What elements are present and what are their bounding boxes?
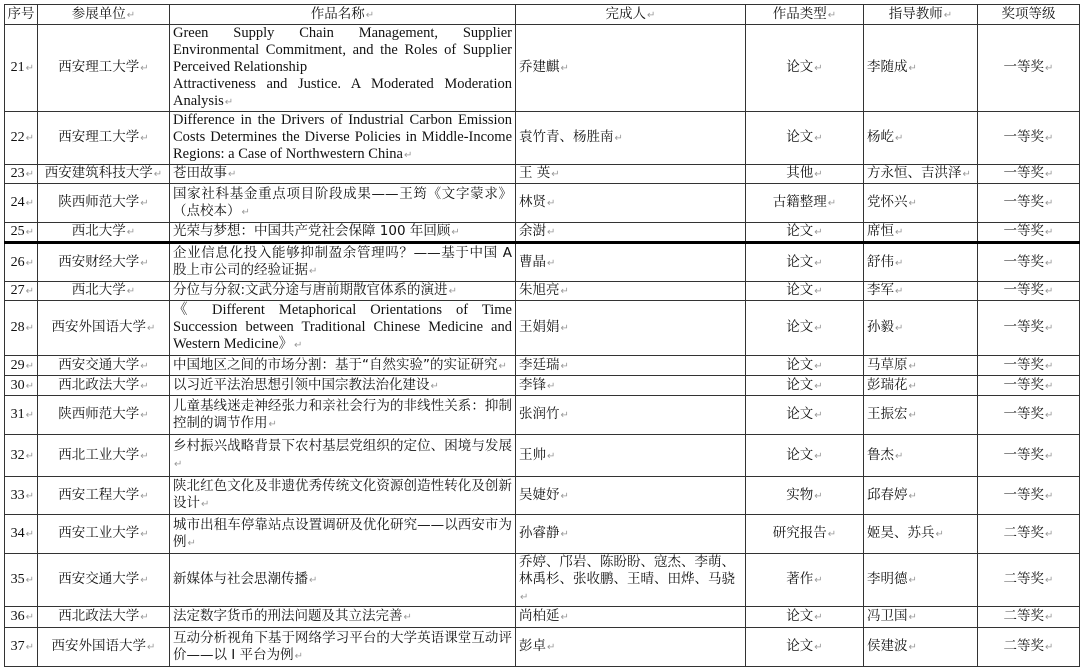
row-number: 30 ↵ [5, 376, 38, 396]
advisor: 方永恒、吉洪泽 ↵ [864, 165, 978, 184]
exhibiting-unit: 陕西师范大学 ↵ [38, 396, 170, 435]
header-row [5, 5, 1080, 25]
exhibiting-unit: 西北政法大学 ↵ [38, 607, 170, 628]
row-number: 31 ↵ [5, 396, 38, 435]
exhibiting-unit: 西北工业大学 ↵ [38, 435, 170, 477]
advisor: 马草原 ↵ [864, 356, 978, 376]
award-level: 一等奖 ↵ [978, 223, 1080, 243]
work-title: 城市出租车停靠站点设置调研及优化研究——以西安市为例 ↵ [170, 515, 516, 554]
row-number: 29 ↵ [5, 356, 38, 376]
row-number: 22 ↵ [5, 112, 38, 165]
authors: 李锋 ↵ [516, 376, 746, 396]
header-authors: 完成人 ↵ [516, 5, 746, 25]
table-row [5, 628, 1080, 667]
exhibiting-unit: 西安财经大学 ↵ [38, 243, 170, 282]
work-title: 以习近平法治思想引领中国宗教法治化建设 ↵ [170, 376, 516, 396]
authors: 李廷瑞 ↵ [516, 356, 746, 376]
table-row [5, 515, 1080, 554]
exhibiting-unit: 西安建筑科技大学 ↵ [38, 165, 170, 184]
work-title: 法定数字货币的刑法问题及其立法完善 ↵ [170, 607, 516, 628]
authors: 王娟娟 ↵ [516, 301, 746, 356]
advisor: 孙毅 ↵ [864, 301, 978, 356]
work-type: 论文 ↵ [746, 356, 864, 376]
table-row [5, 112, 1080, 165]
work-type: 论文 ↵ [746, 628, 864, 667]
table-row [5, 607, 1080, 628]
exhibiting-unit: 西安外国语大学 ↵ [38, 628, 170, 667]
work-type: 论文 ↵ [746, 435, 864, 477]
authors: 尚柏延 ↵ [516, 607, 746, 628]
work-title: 互动分析视角下基于网络学习平台的大学英语课堂互动评价——以 I 平台为例 ↵ [170, 628, 516, 667]
award-level: 二等奖 ↵ [978, 554, 1080, 607]
work-type: 著作 ↵ [746, 554, 864, 607]
advisor: 彭瑞花 ↵ [864, 376, 978, 396]
award-level: 一等奖 ↵ [978, 165, 1080, 184]
row-number: 34 ↵ [5, 515, 38, 554]
advisor: 王振宏 ↵ [864, 396, 978, 435]
row-number: 37 ↵ [5, 628, 38, 667]
work-title: 儿童基线迷走神经张力和亲社会行为的非线性关系：抑制控制的调节作用 ↵ [170, 396, 516, 435]
table-row [5, 356, 1080, 376]
exhibiting-unit: 西北大学 ↵ [38, 282, 170, 301]
award-level: 一等奖 ↵ [978, 356, 1080, 376]
award-level: 一等奖 ↵ [978, 25, 1080, 112]
award-level: 二等奖 ↵ [978, 628, 1080, 667]
table-row [5, 301, 1080, 356]
work-title: 陕北红色文化及非遗优秀传统文化资源创造性转化及创新设计 ↵ [170, 477, 516, 515]
work-title: 乡村振兴战略背景下农村基层党组织的定位、困境与发展 ↵ [170, 435, 516, 477]
work-title: 苍田故事 ↵ [170, 165, 516, 184]
table-row [5, 165, 1080, 184]
header-unit: 参展单位 ↵ [38, 5, 170, 25]
row-number: 27 ↵ [5, 282, 38, 301]
advisor: 姬昊、苏兵 ↵ [864, 515, 978, 554]
header-award: 奖项等级 [978, 5, 1080, 25]
authors: 林贤 ↵ [516, 184, 746, 223]
table-row [5, 396, 1080, 435]
table-row [5, 282, 1080, 301]
exhibiting-unit: 西安工业大学 ↵ [38, 515, 170, 554]
work-title: 《 Different Metaphorical Orientations of Time Succession between Traditional Chinese Medicine and Western Medicine》 ↵ [170, 301, 516, 356]
work-title: 分位与分叙:文武分途与唐前期散官体系的演进 ↵ [170, 282, 516, 301]
authors: 王帅 ↵ [516, 435, 746, 477]
exhibiting-unit: 西北大学 ↵ [38, 223, 170, 243]
authors: 袁竹青、杨胜南 ↵ [516, 112, 746, 165]
row-number: 33 ↵ [5, 477, 38, 515]
row-number: 35 ↵ [5, 554, 38, 607]
award-level: 一等奖 ↵ [978, 376, 1080, 396]
table-row [5, 25, 1080, 112]
authors: 吴婕妤 ↵ [516, 477, 746, 515]
exhibiting-unit: 西安外国语大学 ↵ [38, 301, 170, 356]
work-type: 论文 ↵ [746, 25, 864, 112]
row-number: 21 ↵ [5, 25, 38, 112]
work-title: 国家社科基金重点项目阶段成果——王筠《文字蒙求》（点校本） ↵ [170, 184, 516, 223]
work-title: Difference in the Drivers of Industrial Carbon Emission Costs Determines the Diverse Policies in Middle-Income Regions: a Case of Northwestern China ↵ [170, 112, 516, 165]
work-type: 论文 ↵ [746, 301, 864, 356]
advisor: 侯建波 ↵ [864, 628, 978, 667]
table-body [5, 25, 1080, 667]
header-no: 序号 [5, 5, 38, 25]
award-level: 一等奖 ↵ [978, 435, 1080, 477]
work-type: 论文 ↵ [746, 396, 864, 435]
table-row [5, 243, 1080, 282]
work-title: 企业信息化投入能够抑制盈余管理吗？——基于中国 A 股上市公司的经验证据 ↵ [170, 243, 516, 282]
authors: 曹晶 ↵ [516, 243, 746, 282]
authors: 乔婷、邝岩、陈盼盼、寇杰、李萌、林禹杉、张收鹏、王晴、田烨、马骁 ↵ [516, 554, 746, 607]
exhibiting-unit: 西安理工大学 ↵ [38, 112, 170, 165]
authors: 余澍 ↵ [516, 223, 746, 243]
authors: 张润竹 ↵ [516, 396, 746, 435]
table-row [5, 554, 1080, 607]
work-type: 论文 ↵ [746, 607, 864, 628]
authors: 朱旭亮 ↵ [516, 282, 746, 301]
row-number: 26 ↵ [5, 243, 38, 282]
row-number: 25 ↵ [5, 223, 38, 243]
work-type: 研究报告 ↵ [746, 515, 864, 554]
award-level: 一等奖 ↵ [978, 243, 1080, 282]
advisor: 李明德 ↵ [864, 554, 978, 607]
table-row [5, 184, 1080, 223]
header-title: 作品名称 ↵ [170, 5, 516, 25]
authors: 王 英 ↵ [516, 165, 746, 184]
work-type: 论文 ↵ [746, 112, 864, 165]
award-level: 一等奖 ↵ [978, 112, 1080, 165]
authors: 彭卓 ↵ [516, 628, 746, 667]
award-level: 一等奖 ↵ [978, 477, 1080, 515]
work-type: 论文 ↵ [746, 243, 864, 282]
advisor: 李军 ↵ [864, 282, 978, 301]
advisor: 冯卫国 ↵ [864, 607, 978, 628]
row-number: 32 ↵ [5, 435, 38, 477]
advisor: 舒伟 ↵ [864, 243, 978, 282]
work-type: 其他 ↵ [746, 165, 864, 184]
advisor: 李随成 ↵ [864, 25, 978, 112]
advisor: 鲁杰 ↵ [864, 435, 978, 477]
table-row [5, 435, 1080, 477]
header-advisor: 指导教师 ↵ [864, 5, 978, 25]
work-title: 中国地区之间的市场分割：基于“自然实验”的实证研究 ↵ [170, 356, 516, 376]
work-title: Green Supply Chain Management, Supplier Environmental Commitment, and the Roles of Supplier Perceived Relationship Attractiveness and Justice. A Moderated Moderation Analysis ↵ [170, 25, 516, 112]
award-level: 二等奖 ↵ [978, 515, 1080, 554]
advisor: 邱春婷 ↵ [864, 477, 978, 515]
work-title: 新媒体与社会思潮传播 ↵ [170, 554, 516, 607]
award-level: 二等奖 ↵ [978, 607, 1080, 628]
work-type: 论文 ↵ [746, 376, 864, 396]
award-level: 一等奖 ↵ [978, 282, 1080, 301]
table-row [5, 223, 1080, 243]
authors: 乔建麒 ↵ [516, 25, 746, 112]
exhibiting-unit: 西安交通大学 ↵ [38, 554, 170, 607]
row-number: 36 ↵ [5, 607, 38, 628]
row-number: 28 ↵ [5, 301, 38, 356]
exhibiting-unit: 西安工程大学 ↵ [38, 477, 170, 515]
advisor: 席恒 ↵ [864, 223, 978, 243]
row-number: 24 ↵ [5, 184, 38, 223]
authors: 孙睿静 ↵ [516, 515, 746, 554]
exhibiting-unit: 西安理工大学 ↵ [38, 25, 170, 112]
award-level: 一等奖 ↵ [978, 396, 1080, 435]
advisor: 杨屹 ↵ [864, 112, 978, 165]
row-number: 23 ↵ [5, 165, 38, 184]
work-type: 论文 ↵ [746, 282, 864, 301]
table-row [5, 477, 1080, 515]
exhibiting-unit: 西北政法大学 ↵ [38, 376, 170, 396]
exhibiting-unit: 西安交通大学 ↵ [38, 356, 170, 376]
award-level: 一等奖 ↵ [978, 301, 1080, 356]
work-title: 光荣与梦想：中国共产党社会保障 100 年回顾 ↵ [170, 223, 516, 243]
exhibiting-unit: 陕西师范大学 ↵ [38, 184, 170, 223]
table-row [5, 376, 1080, 396]
work-type: 实物 ↵ [746, 477, 864, 515]
work-type: 古籍整理 ↵ [746, 184, 864, 223]
work-type: 论文 ↵ [746, 223, 864, 243]
award-level: 一等奖 ↵ [978, 184, 1080, 223]
header-type: 作品类型 ↵ [746, 5, 864, 25]
advisor: 党怀兴 ↵ [864, 184, 978, 223]
awards-table [4, 4, 1080, 667]
